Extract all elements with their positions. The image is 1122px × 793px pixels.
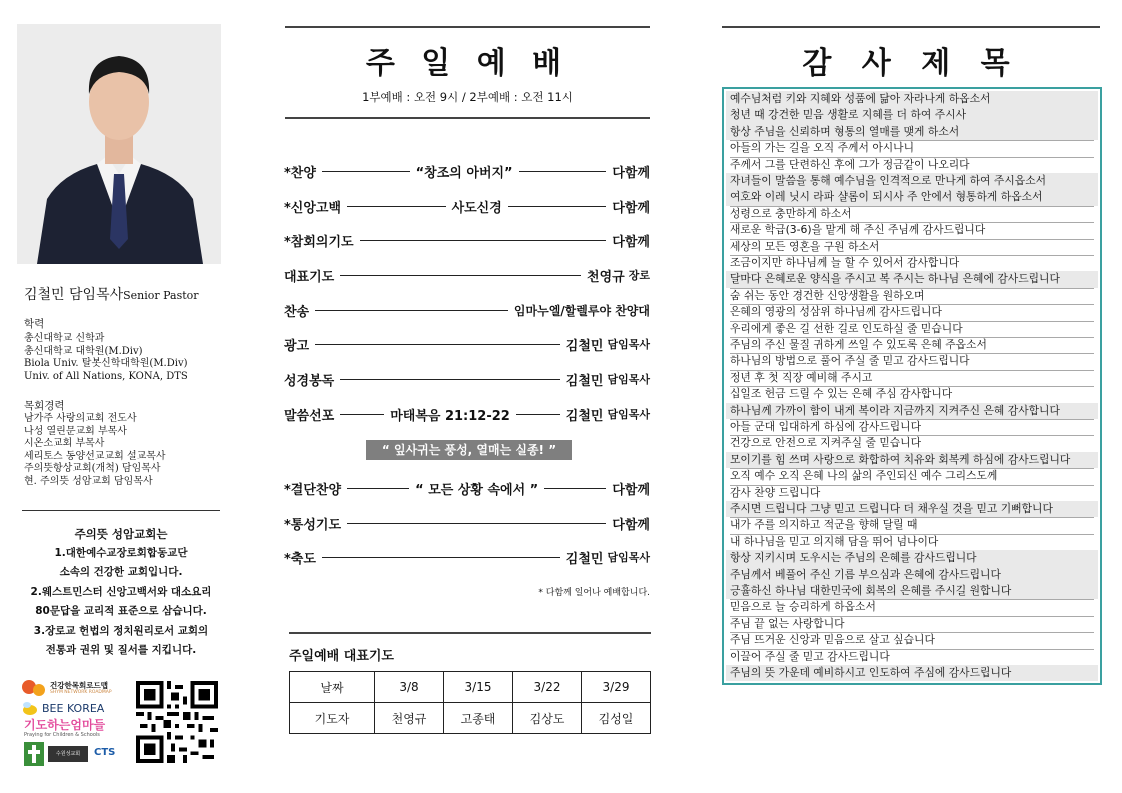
qr-code-icon	[136, 681, 218, 763]
list-item: 이끌어 주실 줄 믿고 감사드립니다	[730, 649, 890, 663]
order-item-role: 담임목사	[607, 408, 650, 421]
table-cell: 천영규	[375, 703, 444, 734]
partner-logos	[20, 678, 132, 768]
leader-line	[347, 488, 409, 489]
table-row	[290, 672, 651, 703]
list-item: 내 하나님을 믿고 의지해 담을 뛰어 넘나이다	[730, 534, 939, 548]
order-item-role: 담임목사	[607, 373, 650, 386]
table-cell: 3/8	[375, 672, 444, 703]
table-cell: 3/15	[444, 672, 513, 703]
network-name: 건강한목회로드맵	[50, 681, 108, 690]
service-title: 주 일 예 배	[365, 46, 570, 81]
thanks-list	[722, 87, 1102, 685]
order-item-name: *결단찬양	[284, 482, 342, 498]
order-item	[284, 265, 650, 285]
list-item: 믿음으로 늘 승리하게 하옵소서	[730, 600, 876, 614]
list-item: 긍휼하신 하나님 대한민국에 회복의 은혜를 주시길 원합니다	[730, 584, 1012, 597]
table-header-cell: 날짜	[290, 672, 375, 703]
list-item: 조금이지만 하나님께 늘 할 수 있어서 감사합니다	[730, 256, 960, 269]
order-item-name: *축도	[284, 551, 316, 567]
pastor-title-en: Senior Pastor	[123, 289, 199, 302]
list-item: 주시면 드립니다 그냥 믿고 드립니다 더 채우실 것을 믿고 기뻐합니다	[730, 502, 1053, 515]
list-item: 새로운 학급(3-6)을 맡게 해 주신 주님께 감사드립니다	[730, 223, 986, 237]
divider	[289, 632, 651, 634]
pastor-photo	[17, 24, 221, 264]
list-item: 정년 후 첫 직장 예비해 주시고	[730, 370, 873, 384]
table-header-cell: 기도자	[290, 703, 375, 734]
prayer-schedule-title: 주일예배 대표기도	[289, 649, 394, 664]
church-intro: 주의뜻 성암교회는	[74, 527, 168, 541]
list-item: 주님 뜨거운 신앙과 믿음으로 살고 싶습니다	[730, 633, 935, 647]
leader-line	[315, 344, 560, 345]
order-item-name: 광고	[284, 338, 310, 354]
list-item: 아들 군대 입대하게 하심에 감사드립니다	[730, 420, 922, 433]
creed-line: 전통과 권위 및 질서를 지킵니다.	[45, 644, 197, 657]
church-creeds	[22, 544, 220, 660]
divider	[722, 26, 1100, 28]
table-cell: 3/29	[582, 672, 651, 703]
list-item: 오직 예수 오직 은혜 나의 삶의 주인되신 예수 그리스도께	[730, 469, 998, 483]
list-item: 주님의 주신 물질 귀하게 쓰일 수 있도록 은혜 주옵소서	[730, 338, 987, 351]
creed-line: 80문답을 교리적 표준으로 삼습니다.	[35, 605, 207, 618]
list-item: 달마다 은혜로운 양식을 주시고 복 주시는 하나님 은혜에 감사드립니다	[730, 272, 1060, 286]
network-sub: SHYM NETWORK ROADMAP	[50, 690, 112, 695]
order-item-by: 다함께	[612, 482, 651, 498]
standing-note: * 다함께 일어나 예배합니다.	[538, 588, 650, 598]
list-item: 모이기를 힘 쓰며 사랑으로 화합하여 치유와 회복케 하심에 감사드립니다	[730, 452, 1071, 466]
list-item: 숨 쉬는 동안 경건한 신앙생활을 원하오며	[730, 288, 925, 302]
list-item: 청년 때 강건한 믿음 생활로 지혜를 더 하여 주시사	[730, 108, 967, 122]
list-item: 주님 끝 없는 사랑합니다	[730, 616, 845, 630]
leader-line	[360, 240, 607, 241]
bee-korea-logo: BEE KOREA	[42, 702, 105, 715]
leader-line	[508, 206, 607, 207]
order-item	[284, 404, 650, 424]
career-item: 현. 주의뜻 성암교회 담임목사	[24, 475, 153, 487]
career-item: 세리토스 동양선교교회 설교목사	[24, 450, 166, 462]
list-item: 하나님께 가까이 함이 내게 복이라 지금까지 지켜주신 은혜 감사합니다	[730, 403, 1060, 417]
list-item: 십일조 헌금 드릴 수 있는 은혜 주심 감사합니다	[730, 387, 953, 401]
list-item: 항상 주님을 신뢰하며 형통의 열매를 맺게 하소서	[730, 124, 960, 138]
creed-line: 3.장로교 헌법의 정치원리로서 교회의	[33, 624, 209, 637]
order-item	[284, 230, 650, 250]
order-item-by: 다함께	[612, 517, 650, 533]
leader-line	[315, 310, 508, 311]
prayer-schedule-table	[289, 671, 651, 734]
service-times: 1부예배 : 오전 9시 / 2부예배 : 오전 11시	[362, 90, 573, 104]
leader-line	[544, 488, 606, 489]
church-cross-icon	[24, 742, 44, 766]
order-item-by: 김철민	[565, 408, 604, 424]
list-item: 항상 지키시며 도우시는 주님의 은혜를 감사드립니다	[730, 551, 977, 565]
career-title: 목회경력	[24, 400, 65, 412]
career-list	[24, 413, 166, 489]
education-item: Biola Univ. 탈봇신학대학원(M.Div)	[24, 358, 188, 370]
church-logo: 수원성교회	[48, 746, 88, 762]
thanks-title: 감 사 제 목	[802, 46, 1020, 81]
order-item-by: 김철민	[565, 373, 604, 389]
list-item: 여호와 이레 닛시 라파 샬롬이 되시사 주 안에서 형통하게 하옵소서	[730, 190, 1043, 204]
praying-moms-en: Praying for Children & Schools	[24, 732, 100, 738]
divider	[22, 510, 220, 511]
list-item: 예수님처럼 키와 지혜와 성품에 닮아 자라나게 하옵소서	[730, 92, 991, 105]
career-item: 시온소교회 부목사	[24, 438, 105, 450]
leader-line	[347, 523, 606, 524]
leader-line	[519, 171, 607, 172]
order-item	[284, 196, 650, 216]
divider	[285, 117, 650, 119]
praying-moms-logo: 기도하는엄마들	[24, 718, 106, 732]
leader-line	[322, 557, 560, 558]
leader-line	[340, 275, 581, 276]
list-item: 성령으로 충만하게 하소서	[730, 206, 852, 220]
creed-line: 소속의 건강한 교회입니다.	[59, 566, 183, 579]
list-item: 건강으로 안전으로 지켜주실 줄 믿습니다	[730, 436, 922, 450]
order-item-role: 장로	[628, 269, 650, 282]
order-item-name: 찬송	[284, 304, 310, 320]
order-item-role: 담임목사	[607, 551, 650, 564]
order-item-by: 천영규	[587, 269, 625, 285]
leader-line	[516, 414, 560, 415]
order-item-content: “ 모든 상황 속에서 ”	[415, 482, 539, 498]
creed-line: 1.대한예수교장로회합동교단	[54, 547, 188, 559]
education-item: Univ. of All Nations, KONA, DTS	[24, 370, 188, 382]
order-item	[284, 334, 650, 354]
order-item	[284, 547, 650, 567]
pastor-name	[24, 284, 199, 304]
order-item-by: 다함께	[612, 234, 650, 250]
leader-line	[340, 414, 384, 415]
order-item-role: 담임목사	[607, 338, 650, 351]
career-item: 남가주 사랑의교회 전도사	[24, 413, 137, 424]
order-item-name: *참회의기도	[284, 234, 354, 250]
leader-line	[322, 171, 410, 172]
order-item-by: 임마누엘/할렐루야 찬양대	[513, 303, 650, 318]
order-item-content: “창조의 아버지”	[415, 165, 513, 181]
sermon-title: “ 잎사귀는 풍성, 열매는 실종! ”	[366, 440, 572, 460]
list-item: 주께서 그를 단련하신 후에 그가 정금같이 나오리다	[730, 157, 970, 171]
table-cell: 김상도	[513, 703, 582, 734]
table-cell: 김성일	[582, 703, 651, 734]
divider	[285, 26, 650, 28]
list-item: 자녀들이 말씀을 통해 예수님을 인격적으로 만나게 하여 주시옵소서	[730, 174, 1047, 187]
order-item	[284, 513, 650, 533]
list-item: 주님께서 베풀어 주신 기름 부으심과 은혜에 감사드립니다	[730, 567, 1001, 581]
list-item: 하나님의 방법으로 풀어 주실 줄 믿고 감사드립니다	[730, 354, 970, 368]
order-item-by: 다함께	[612, 200, 651, 216]
list-item: 내가 주를 의지하고 적군을 향해 달릴 때	[730, 518, 918, 532]
order-item-name: *통성기도	[284, 517, 342, 533]
order-item	[284, 161, 650, 181]
education-item: 총신대학교 대학원(M.Div)	[24, 345, 143, 357]
list-item: 우리에게 좋은 길 선한 길로 인도하실 줄 믿습니다	[730, 321, 963, 335]
order-item-content: 마태복음 21:12-22	[390, 408, 510, 424]
list-item: 감사 찬양 드립니다	[730, 485, 821, 499]
pastor-name-text: 김철민 담임목사	[24, 287, 124, 303]
order-item-by: 김철민	[565, 551, 604, 567]
career-item: 나성 열린문교회 부목사	[24, 425, 127, 437]
table-row	[290, 703, 651, 734]
list-item: 아들의 가는 길을 오직 주께서 아시나니	[730, 141, 915, 155]
order-item-name: 성경봉독	[284, 373, 335, 389]
order-item	[284, 369, 650, 389]
order-item-by: 김철민	[565, 338, 604, 354]
order-item	[284, 478, 650, 498]
creed-line: 2.웨스트민스터 신앙고백서와 대소요리	[30, 585, 212, 598]
qr-code[interactable]	[136, 681, 218, 763]
table-cell: 3/22	[513, 672, 582, 703]
education-item: 총신대학교 신학과	[24, 333, 105, 344]
career-item: 주의뜻항상교회(개척) 담임목사	[24, 463, 161, 475]
table-cell: 고종태	[444, 703, 513, 734]
education-list	[24, 333, 188, 383]
order-item-content: 사도신경	[451, 200, 502, 216]
list-item: 세상의 모든 영혼을 구원 하소서	[730, 239, 880, 253]
order-item-name: 말씀선포	[284, 408, 335, 424]
list-item: 주님의 뜻 가운데 예비하시고 인도하여 주심에 감사드립니다	[730, 666, 1012, 679]
order-item-by: 다함께	[612, 165, 651, 181]
order-item-name: *찬양	[284, 165, 316, 181]
order-item-name: 대표기도	[284, 269, 335, 285]
pastor-portrait-image	[17, 24, 221, 264]
list-item: 은혜의 영광의 성삼위 하나님께 감사드립니다	[730, 305, 942, 319]
cts-logo: CTS	[94, 747, 116, 758]
education-title: 학력	[24, 318, 45, 330]
leader-line	[340, 379, 560, 380]
leader-line	[347, 206, 446, 207]
order-item-name: *신앙고백	[284, 200, 342, 216]
roadmap-logo-icon	[20, 678, 48, 700]
order-item	[284, 300, 650, 320]
